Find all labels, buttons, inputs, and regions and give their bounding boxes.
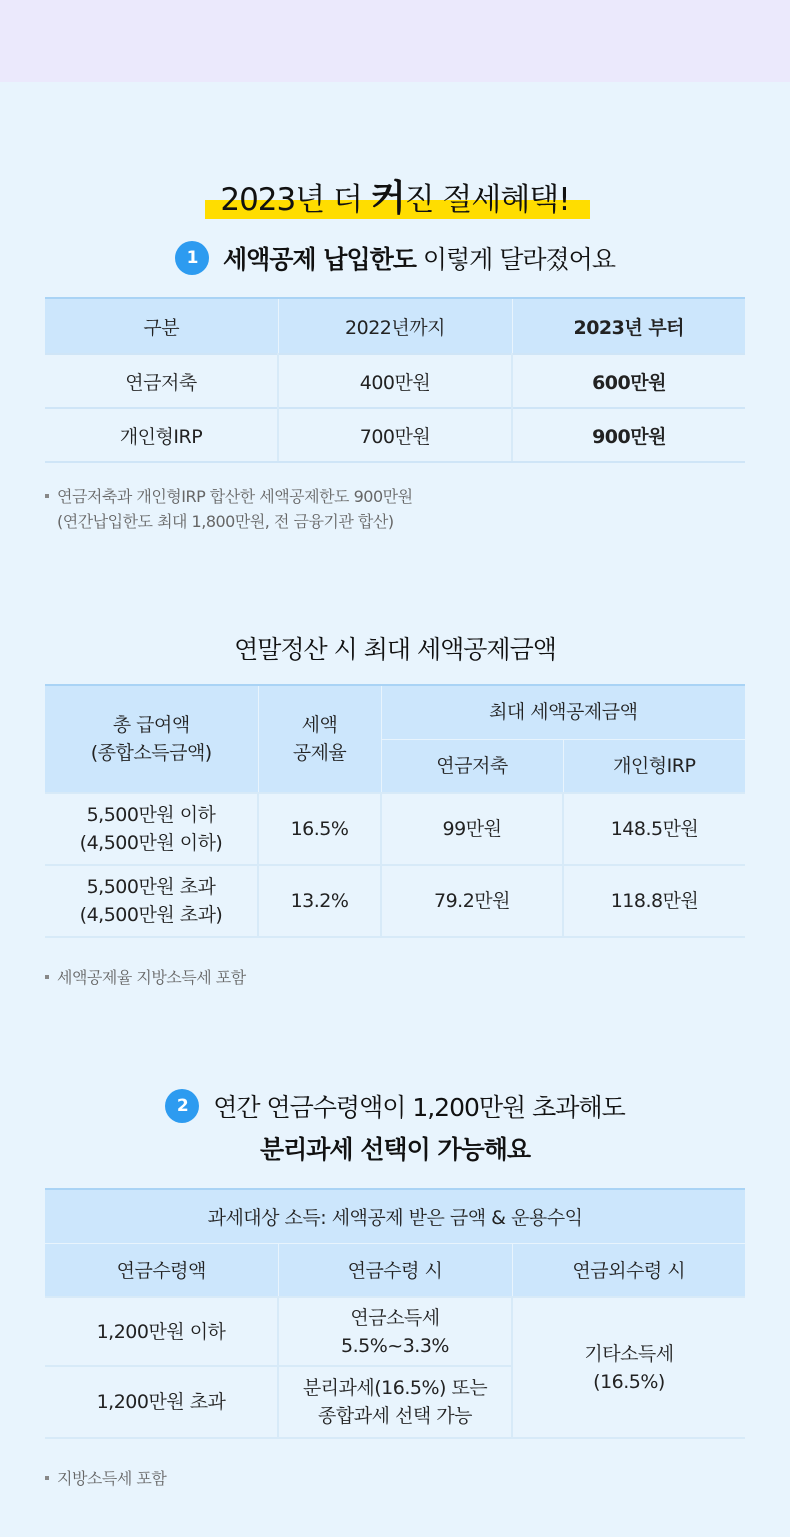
header-line: 총 급여액 xyxy=(112,714,190,736)
cell-line: 5.5%~3.3% xyxy=(341,1334,449,1357)
header-salary xyxy=(45,685,258,793)
table-caption-row xyxy=(45,1189,745,1243)
deduction-limit-table xyxy=(45,297,745,463)
pension-tax-table xyxy=(45,1188,745,1439)
table-cell: 연금저축 xyxy=(45,354,278,408)
table-row xyxy=(45,408,745,462)
headline-post: 진 절세혜택! xyxy=(404,182,570,218)
header-irp: 개인형IRP xyxy=(563,739,745,793)
section1-title-bold: 세액공제 납입한도 xyxy=(222,245,416,274)
section2-subtitle xyxy=(0,1130,790,1166)
table-cell xyxy=(512,1297,745,1438)
note-line: 세액공제율 지방소득세 포함 xyxy=(57,968,246,987)
tax-credit-title: 연말정산 시 최대 세액공제금액 xyxy=(234,635,556,664)
bullet-square-icon xyxy=(45,494,49,498)
table-cell: 16.5% xyxy=(258,793,381,865)
note-tax-rate xyxy=(45,965,246,990)
table-cell: 118.8만원 xyxy=(563,865,745,937)
table-cell: 700만원 xyxy=(278,408,512,462)
tax-credit-table xyxy=(45,684,745,938)
header-2022: 2022년까지 xyxy=(278,298,512,354)
table-cell: 1,200만원 초과 xyxy=(45,1366,278,1438)
table-cell: 1,200만원 이하 xyxy=(45,1297,278,1366)
bullet-square-icon xyxy=(45,975,49,979)
note-line: 지방소득세 포함 xyxy=(57,1469,167,1488)
section2-title-line1: 연간 연금수령액이 1,200만원 초과해도 xyxy=(213,1093,625,1122)
section-number-badge: 1 xyxy=(175,241,209,275)
section2-title-line2: 분리과세 선택이 가능해요 xyxy=(259,1135,531,1164)
table-caption: 과세대상 소득: 세액공제 받은 금액 & 운용수익 xyxy=(45,1189,745,1243)
header-amount: 연금수령액 xyxy=(45,1243,278,1297)
bullet-square-icon xyxy=(45,1476,49,1480)
cell-line: (4,500만원 초과) xyxy=(79,904,223,926)
note-local-tax xyxy=(45,1466,166,1491)
table-cell: 400만원 xyxy=(278,354,512,408)
cell-line: 5,500만원 이하 xyxy=(86,804,216,826)
cell-line: 5,500만원 초과 xyxy=(86,876,216,898)
table-row xyxy=(45,1297,745,1366)
table-cell xyxy=(278,1297,512,1366)
cell-line: 종합과세 선택 가능 xyxy=(318,1405,472,1427)
header-pension: 연금저축 xyxy=(381,739,563,793)
header-pension-receipt: 연금수령 시 xyxy=(278,1243,512,1297)
header-line: 세액 xyxy=(301,714,338,736)
table-cell: 900만원 xyxy=(512,408,745,462)
section1-title-rest: 이렇게 달라졌어요 xyxy=(415,245,615,274)
table-cell: 개인형IRP xyxy=(45,408,278,462)
table-row xyxy=(45,865,745,937)
cell-line: 연금소득세 xyxy=(350,1306,440,1329)
table-cell: 600만원 xyxy=(512,354,745,408)
table-cell xyxy=(45,793,258,865)
headline-emph: 커 xyxy=(370,178,405,219)
table-cell: 79.2만원 xyxy=(381,865,563,937)
table-cell xyxy=(45,865,258,937)
table-header-row xyxy=(45,298,745,354)
note-deduction-limit xyxy=(45,484,413,534)
cell-line: (4,500만원 이하) xyxy=(79,832,223,854)
table-row xyxy=(45,354,745,408)
section2-title xyxy=(0,1088,790,1126)
section1-title xyxy=(0,240,790,278)
header-other-receipt: 연금외수령 시 xyxy=(512,1243,745,1297)
header-rate xyxy=(258,685,381,793)
table-cell: 99만원 xyxy=(381,793,563,865)
note-line: 연금저축과 개인형IRP 합산한 세액공제한도 900만원 xyxy=(57,487,413,506)
header-line: 공제율 xyxy=(292,742,347,764)
cell-line: 분리과세(16.5%) 또는 xyxy=(302,1377,488,1399)
header-max-credit: 최대 세액공제금액 xyxy=(381,685,745,739)
table-header-row xyxy=(45,685,745,739)
top-banner xyxy=(0,0,790,82)
headline-pre: 2023년 더 xyxy=(220,182,371,218)
table-header-row xyxy=(45,1243,745,1297)
header-line: (종합소득금액) xyxy=(90,742,212,764)
table-cell xyxy=(278,1366,512,1438)
headline xyxy=(0,170,790,221)
table-cell: 148.5만원 xyxy=(563,793,745,865)
section-number-badge: 2 xyxy=(165,1089,199,1123)
header-category: 구분 xyxy=(45,298,278,354)
note-line: (연간납입한도 최대 1,800만원, 전 금융기관 합산) xyxy=(57,512,394,531)
header-2023: 2023년 부터 xyxy=(512,298,745,354)
table-row xyxy=(45,793,745,865)
cell-line: (16.5%) xyxy=(593,1370,665,1393)
table-cell: 13.2% xyxy=(258,865,381,937)
cell-line: 기타소득세 xyxy=(584,1342,674,1365)
